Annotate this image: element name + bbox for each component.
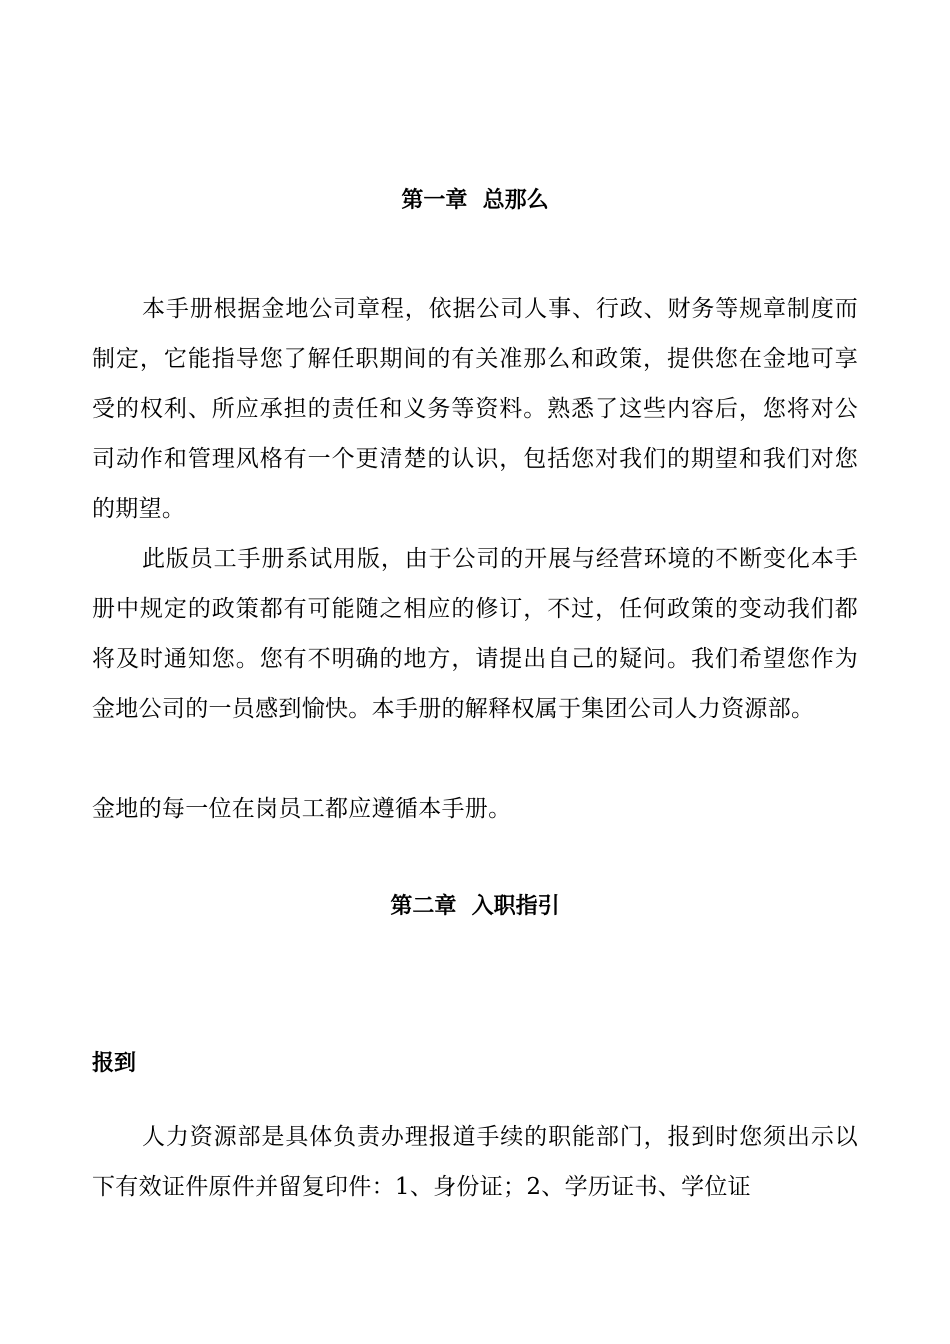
chapter-2-title: 第二章 入职指引 — [390, 894, 560, 919]
section-report-paragraph: 人力资源部是具体负责办理报道手续的职能部门，报到时您须出示以下有效证件原件并留复印件：1、身份证；2、学历证书、学位证 — [92, 1124, 858, 1200]
chapter-1-paragraph-3: 金地的每一位在岗员工都应遵循本手册。 — [92, 796, 512, 822]
chapter-1-paragraph-1: 本手册根据金地公司章程，依据公司人事、行政、财务等规章制度而制定，它能指导您了解任职期间的有关准那么和政策，提供您在金地可享受的权利、所应承担的责任和义务等资料。熟悉了这些内容后，您将对公司动作和管理风格有一个更清楚的认识，包括您对我们的期望和我们对您的期望。 — [92, 296, 858, 522]
chapter-1-paragraph-2: 此版员工手册系试用版，由于公司的开展与经营环境的不断变化本手册中规定的政策都有可能随之相应的修订，不过，任何政策的变动我们都将及时通知您。您有不明确的地方，请提出自己的疑问。我们希望您作为金地公司的一员感到愉快。本手册的解释权属于集团公司人力资源部。 — [92, 546, 858, 722]
section-heading-report: 报到 — [92, 1051, 137, 1076]
chapter-1-title: 第一章 总那么 — [401, 188, 549, 213]
